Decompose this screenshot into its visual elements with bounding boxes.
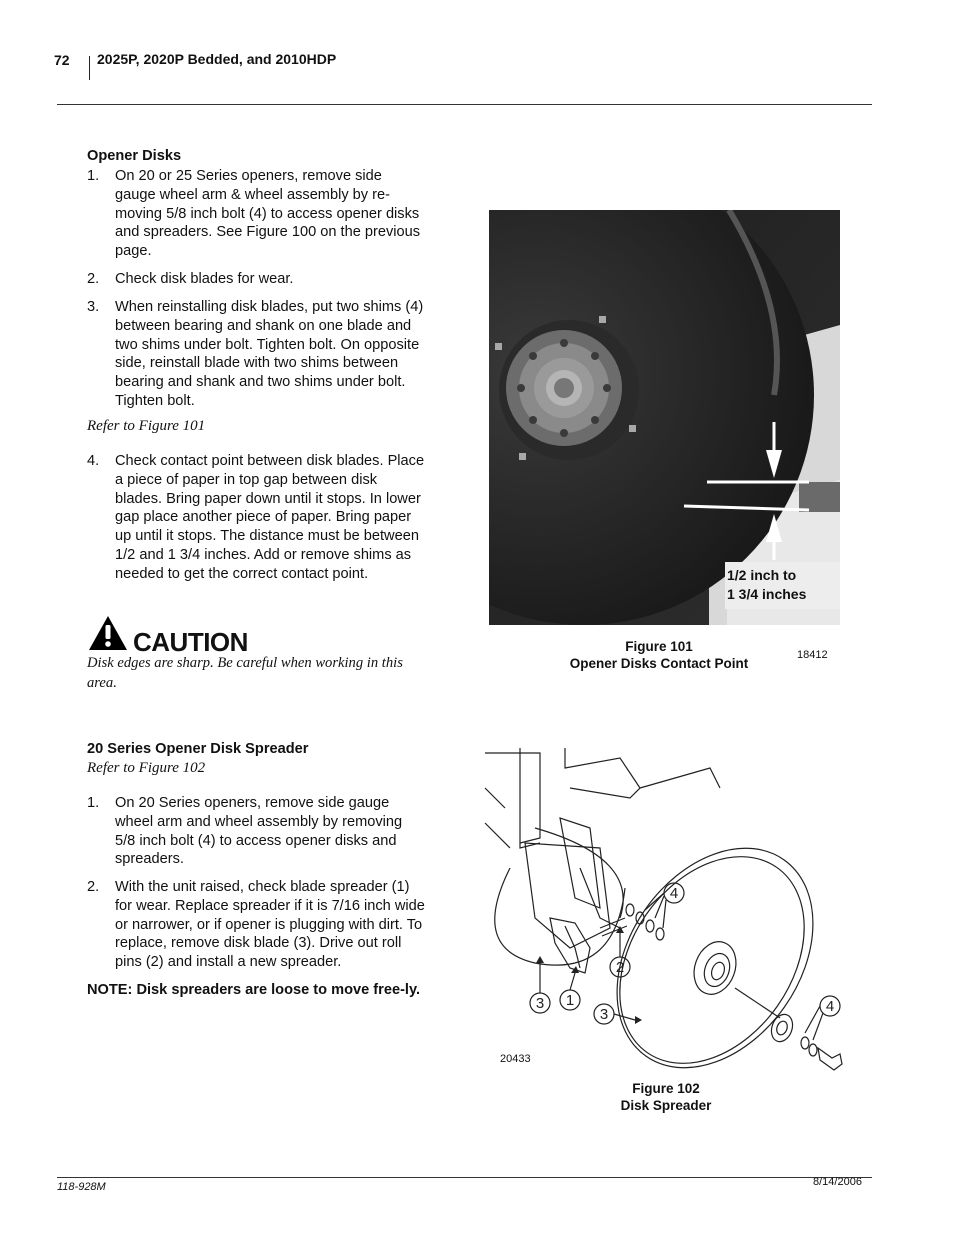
figure-101-number: Figure 101: [625, 639, 693, 654]
step-number: 1.: [87, 168, 100, 184]
figure-102-caption: [566, 1080, 766, 1114]
step-text: With the unit raised, check blade spreader (1) for wear. Replace spreader if it is 7/16 inch wide or narrower, or if opener is plugging with dirt. To replace, remove disk blade (3). Drive out roll pins (2) and install a new spreader.: [115, 879, 425, 971]
page-number: 72: [54, 52, 70, 68]
figure-102-title: Disk Spreader: [620, 1098, 712, 1113]
figure-reference: Refer to Figure 101: [87, 418, 206, 434]
section-heading-opener-disks: Opener Disks: [87, 148, 182, 164]
measurement-label-line1: 1/2 inch to: [727, 567, 797, 583]
step-number: 4.: [87, 453, 100, 469]
note: NOTE: Disk spreaders are loose to move free-ly.: [87, 982, 421, 998]
document-number: 118-928M: [57, 1181, 106, 1193]
opener-disks-photo: [489, 210, 840, 625]
step-text: On 20 Series openers, remove side gauge wheel arm and wheel assembly by removing 5/8 inch bolt (4) to access opener disks and spreaders.: [115, 795, 403, 868]
header-separator: [89, 56, 90, 80]
header-rule: [57, 104, 872, 105]
figure-102-number: Figure 102: [632, 1081, 700, 1096]
step-number: 3.: [87, 299, 100, 315]
footer-rule: [57, 1177, 872, 1178]
disk-spreader-diagram: [480, 748, 850, 1078]
callout-2: 2: [615, 959, 625, 976]
step-text: On 20 or 25 Series openers, remove side gauge wheel arm & wheel assembly by re-moving 5/8 inch bolt (4) to access opener disks and spreaders. See Figure 100 on the previous page.: [115, 168, 421, 260]
callout-4-lower: 4: [825, 998, 835, 1015]
step-text: Check contact point between disk blades. Place a piece of paper in top gap between disk blades. Bring paper down until it stops. In lower gap place another piece of paper. Bring paper up until it stops. The distance must be between 1/2 and 1 3/4 inches. Add or remove shims as needed to get the correct contact point.: [115, 453, 425, 582]
measurement-label: [727, 566, 806, 604]
step-text: Check disk blades for wear.: [115, 271, 294, 287]
measurement-label-line2: 1 3/4 inches: [727, 586, 807, 602]
callout-3-back: 3: [535, 995, 545, 1012]
callout-1: 1: [565, 992, 575, 1009]
section-heading-disk-spreader: 20 Series Opener Disk Spreader: [87, 741, 309, 757]
step-number: 1.: [87, 795, 100, 811]
figure-101-id: 18412: [797, 649, 828, 661]
callout-4-upper: 4: [669, 885, 679, 902]
warning-triangle-icon: [87, 614, 129, 652]
caution-text: Disk edges are sharp. Be careful when working in this area.: [87, 655, 403, 691]
figure-102-id: 20433: [500, 1053, 531, 1065]
step-text: When reinstalling disk blades, put two shims (4) between bearing and shank on one blade and two shims under bolt. Tighten bolt. On opposite side, reinstall blade with two shims between bearing and shank and two shims under bolt. Tighten bolt.: [115, 299, 424, 409]
callout-3-front: 3: [599, 1006, 609, 1023]
step-number: 2.: [87, 879, 100, 895]
step-number: 2.: [87, 271, 100, 287]
figure-101-title: Opener Disks Contact Point: [569, 656, 749, 671]
figure-reference: Refer to Figure 102: [87, 760, 206, 776]
caution-label: CAUTION: [133, 627, 248, 657]
figure-101-caption: [559, 638, 759, 672]
header-title: 2025P, 2020P Bedded, and 2010HDP: [97, 51, 337, 67]
document-date: 8/14/2006: [813, 1176, 862, 1188]
